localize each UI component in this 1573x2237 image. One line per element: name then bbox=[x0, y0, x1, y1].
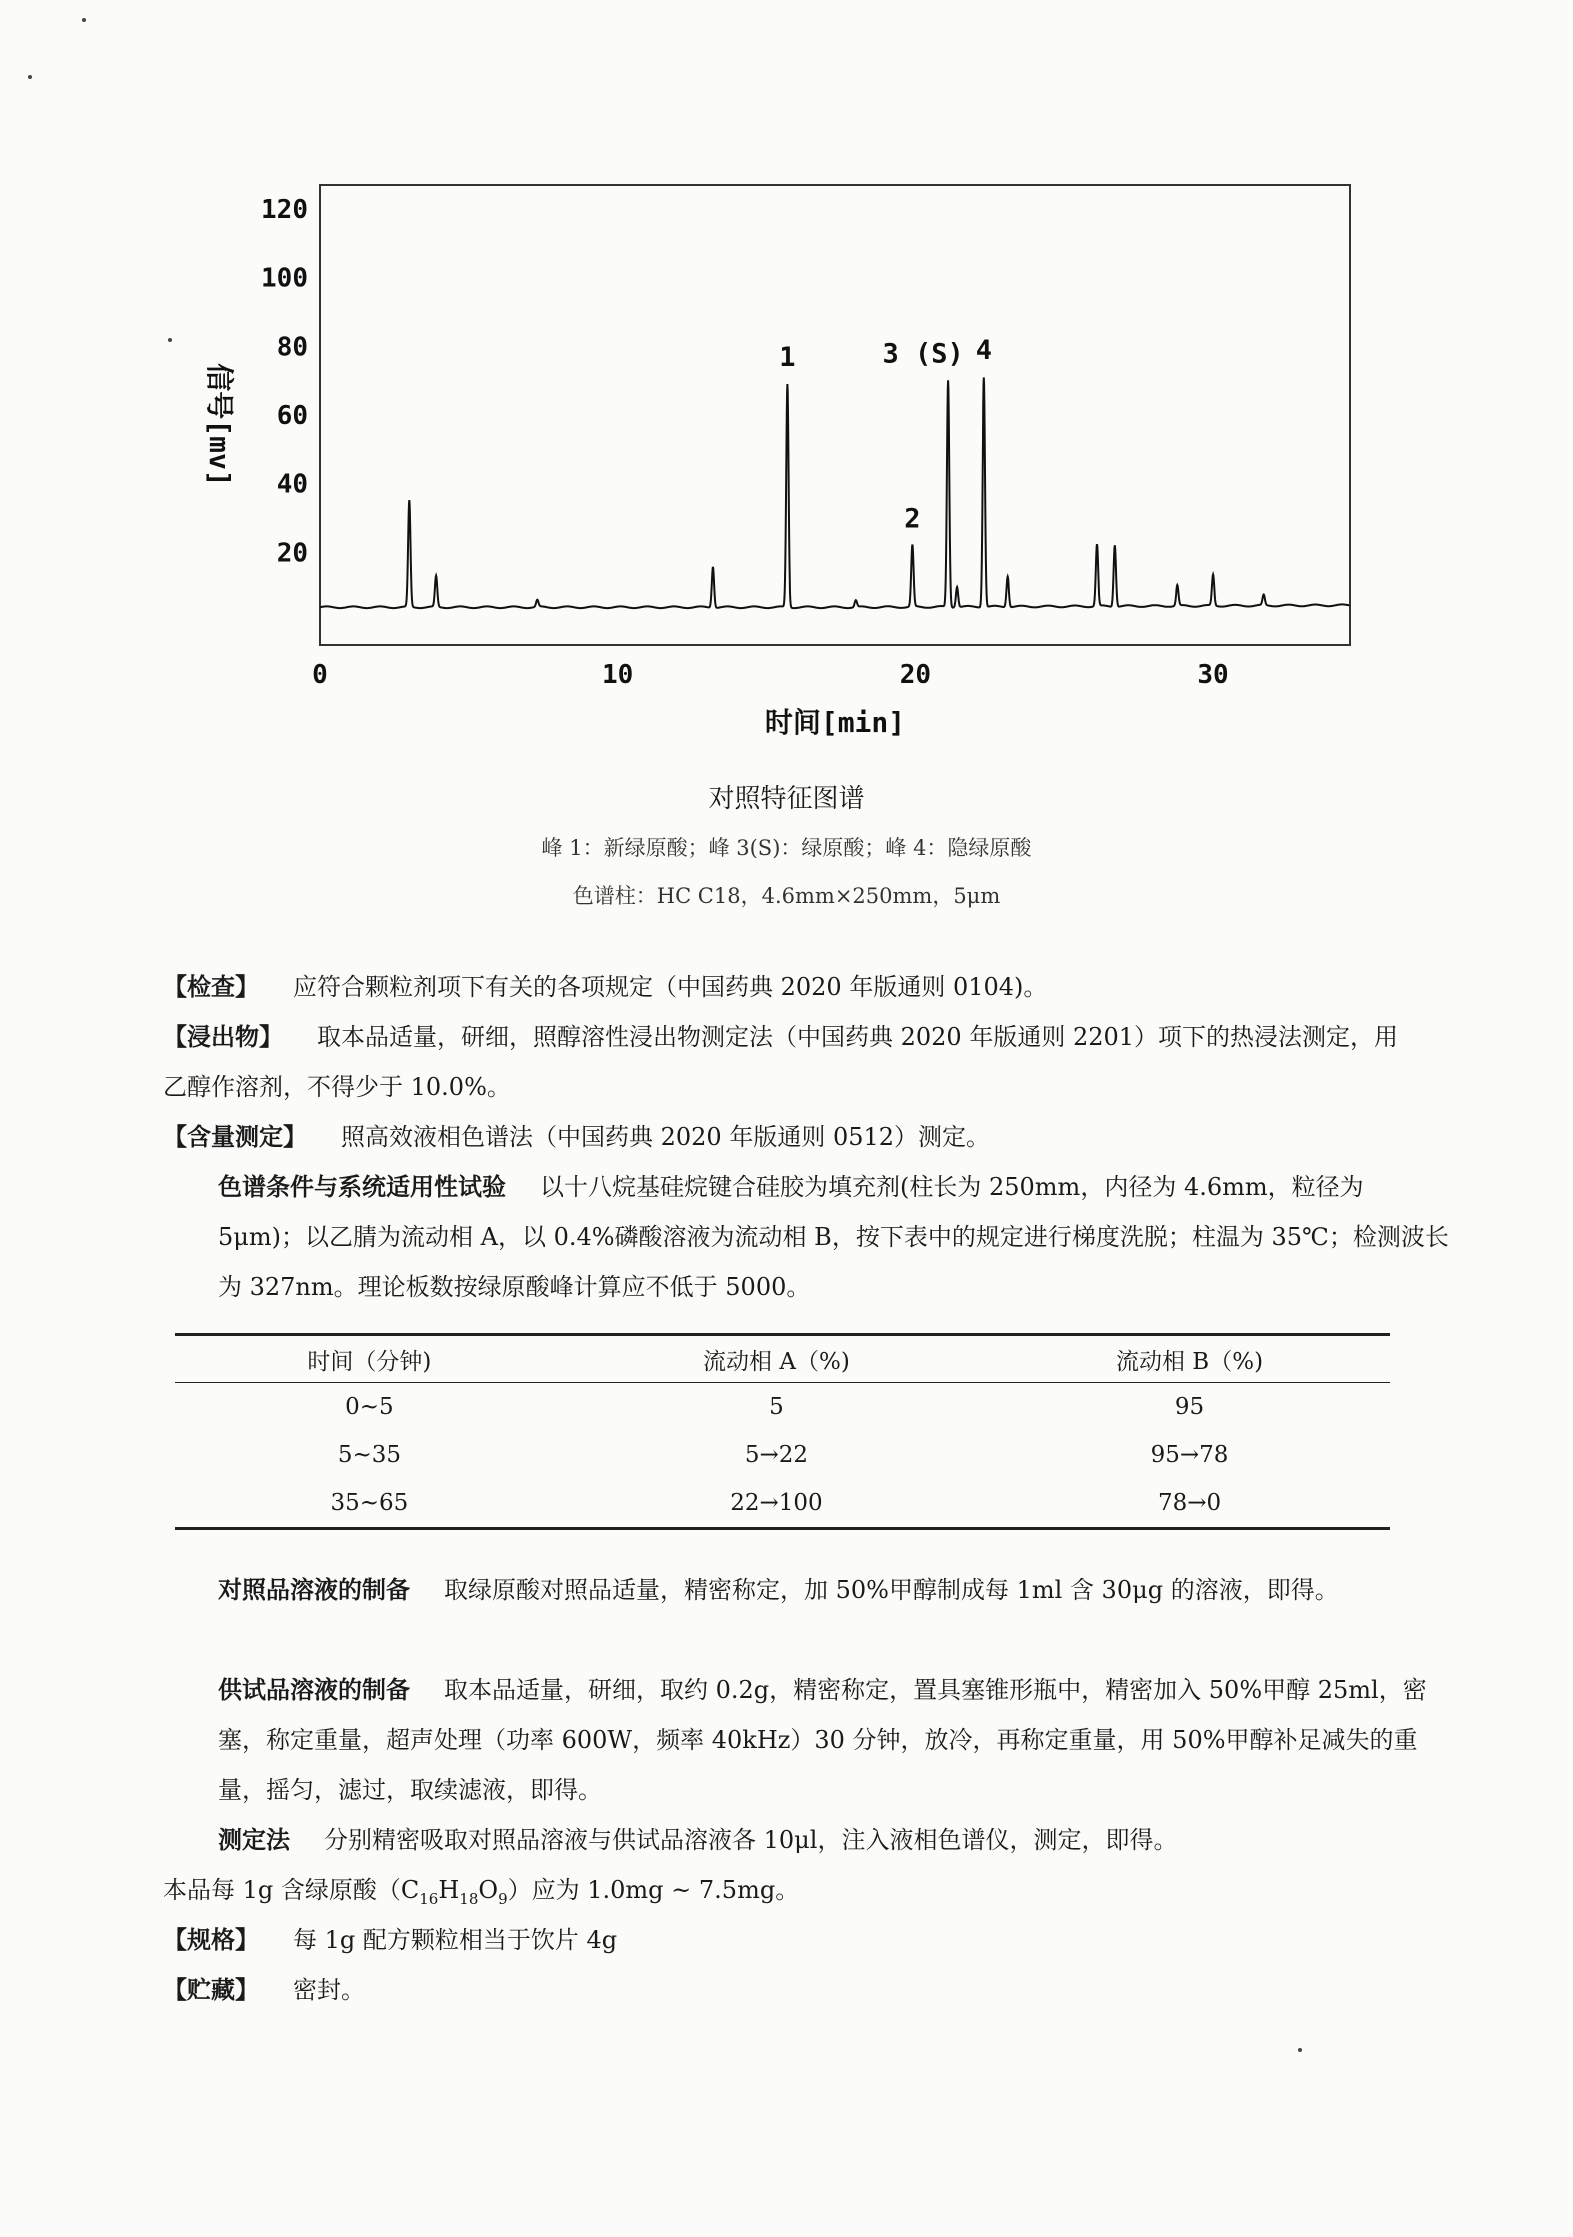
y-tick-labels bbox=[261, 195, 308, 568]
peak-label: 1 bbox=[779, 342, 796, 374]
reference-section bbox=[163, 1565, 1458, 1615]
assay-text: 照高效液相色谱法（中国药典 2020 年版通则 0512）测定。 bbox=[341, 1123, 991, 1151]
table-cell: 22→100 bbox=[730, 1490, 823, 1516]
inspection-text: 应符合颗粒剂项下有关的各项规定（中国药典 2020 年版通则 0104)。 bbox=[293, 973, 1048, 1001]
content-prefix: 本品每 1g 含绿原酸（C bbox=[163, 1876, 420, 1904]
assay-heading: 【含量测定】 bbox=[163, 1123, 307, 1151]
storage-text: 密封。 bbox=[293, 1976, 365, 2004]
extract-section bbox=[163, 1012, 1403, 1112]
y-tick-label: 120 bbox=[261, 195, 308, 226]
y-tick-label: 100 bbox=[261, 263, 308, 294]
x-axis-label: 时间[min] bbox=[764, 706, 906, 739]
method-heading: 测定法 bbox=[218, 1826, 290, 1854]
sample-section bbox=[163, 1665, 1458, 1815]
table-row bbox=[175, 1479, 1390, 1529]
sample-heading: 供试品溶液的制备 bbox=[218, 1676, 410, 1704]
scan-speck bbox=[28, 75, 32, 79]
peak-label: 2 bbox=[904, 503, 921, 535]
scan-speck bbox=[82, 18, 86, 22]
spec-section bbox=[163, 1915, 1403, 1965]
conditions-heading: 色谱条件与系统适用性试验 bbox=[218, 1173, 506, 1201]
conditions-text: 以十八烷基硅烷键合硅胶为填充剂(柱长为 250mm，内径为 4.6mm，粒径为 5μm)；以乙腈为流动相 A，以 0.4%磷酸溶液为流动相 B，按下表中的规定进行梯度洗脱；柱温为 35℃；检测波长为 327nm。理论板数按绿原酸峰计算应不低于 5000。 bbox=[218, 1173, 1449, 1301]
plot-frame bbox=[320, 185, 1350, 645]
y-tick-label: 60 bbox=[276, 401, 308, 431]
x-tick-labels bbox=[312, 660, 1229, 690]
conditions-section bbox=[163, 1162, 1458, 1312]
reference-text: 取绿原酸对照品适量，精密称定，加 50%甲醇制成每 1ml 含 30μg 的溶液，即得。 bbox=[444, 1576, 1339, 1604]
x-tick-label: 0 bbox=[312, 660, 328, 690]
inspection-heading: 【检查】 bbox=[163, 973, 259, 1001]
formula-h: H bbox=[438, 1876, 460, 1904]
chromatogram-chart bbox=[150, 165, 1400, 765]
peak-label: 3 (S) bbox=[882, 338, 964, 370]
gradient-table bbox=[175, 1333, 1390, 1530]
y-axis-label: 信号[mv] bbox=[203, 363, 236, 487]
method-text: 分别精密吸取对照品溶液与供试品溶液各 10μl，注入液相色谱仪，测定，即得。 bbox=[324, 1826, 1178, 1854]
x-tick-label: 20 bbox=[899, 660, 932, 690]
table-cell: 5→22 bbox=[744, 1442, 808, 1468]
table-cell: 78→0 bbox=[1157, 1490, 1222, 1516]
inspection-section bbox=[163, 962, 1403, 1012]
table-row bbox=[175, 1431, 1390, 1479]
figure-peak-legend: 峰 1：新绿原酸；峰 3(S)：绿原酸；峰 4：隐绿原酸 bbox=[541, 836, 1032, 860]
table-header-cell: 流动相 A（%) bbox=[703, 1348, 850, 1375]
y-tick-label: 40 bbox=[276, 469, 308, 500]
table-cell: 5 bbox=[769, 1394, 784, 1420]
method-section bbox=[163, 1815, 1458, 1865]
x-tick-label: 30 bbox=[1197, 660, 1229, 690]
x-tick-label: 10 bbox=[602, 660, 634, 690]
table-cell: 95 bbox=[1174, 1394, 1205, 1420]
chromatogram-trace bbox=[320, 377, 1350, 608]
scan-speck bbox=[1298, 2048, 1302, 2052]
table-cell: 35~65 bbox=[330, 1490, 409, 1516]
table-header-row bbox=[175, 1335, 1390, 1383]
assay-section bbox=[163, 1112, 1403, 1162]
table-cell: 0~5 bbox=[345, 1394, 394, 1420]
extract-heading: 【浸出物】 bbox=[163, 1023, 283, 1051]
table-row bbox=[175, 1383, 1390, 1432]
peak-label: 4 bbox=[975, 335, 992, 367]
figure-title: 对照特征图谱 bbox=[708, 784, 865, 814]
spec-text: 每 1g 配方颗粒相当于饮片 4g bbox=[293, 1926, 618, 1954]
reference-heading: 对照品溶液的制备 bbox=[218, 1576, 410, 1604]
figure-column-note: 色谱柱：HC C18，4.6mm×250mm，5μm bbox=[572, 884, 1001, 908]
spec-heading: 【规格】 bbox=[163, 1926, 259, 1954]
peak-labels bbox=[779, 335, 992, 534]
scan-speck bbox=[168, 338, 172, 342]
extract-text: 取本品适量，研细，照醇溶性浸出物测定法（中国药典 2020 年版通则 2201）项下的热浸法测定，用乙醇作溶剂，不得少于 10.0%。 bbox=[163, 1023, 1399, 1101]
formula-sub-c: 16 bbox=[419, 1889, 439, 1908]
y-tick-label: 80 bbox=[276, 332, 308, 363]
sample-text: 取本品适量，研细，取约 0.2g，精密称定，置具塞锥形瓶中，精密加入 50%甲醇 25ml，密塞，称定重量，超声处理（功率 600W，频率 40kHz）30 分钟，放冷，再称定重量，用 50%甲醇补足减失的重量，摇匀，滤过，取续滤液，即得。 bbox=[218, 1676, 1427, 1804]
formula-o: O bbox=[478, 1876, 499, 1904]
storage-section bbox=[163, 1965, 1403, 2015]
formula-sub-o: 9 bbox=[498, 1889, 508, 1908]
table-cell: 5~35 bbox=[337, 1442, 401, 1468]
table-header-cell: 流动相 B（%) bbox=[1116, 1348, 1264, 1375]
table-cell: 95→78 bbox=[1150, 1442, 1229, 1468]
storage-heading: 【贮藏】 bbox=[163, 1976, 259, 2004]
y-tick-label: 20 bbox=[276, 538, 308, 569]
content-suffix: ）应为 1.0mg ~ 7.5mg。 bbox=[507, 1876, 800, 1904]
formula-sub-h: 18 bbox=[459, 1889, 479, 1908]
table-header-cell: 时间（分钟) bbox=[307, 1348, 432, 1375]
